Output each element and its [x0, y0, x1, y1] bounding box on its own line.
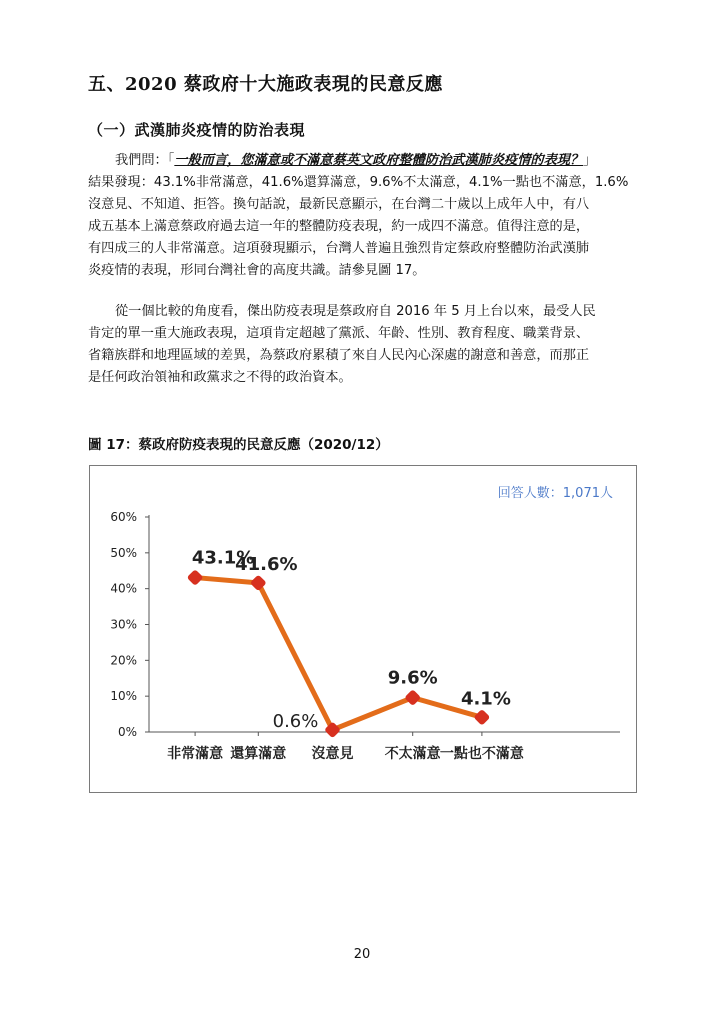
paragraph-line: 炎疫情的表現，形同台灣社會的高度共識。請參見圖 17。: [88, 263, 426, 278]
paragraph-line: 肯定的單一重大施政表現，這項肯定超越了黨派、年齡、性別、教育程度、職業背景、: [88, 326, 590, 341]
x-category-label: 非常滿意: [167, 746, 224, 762]
y-tick-label: 60%: [110, 510, 137, 524]
section-title: 五、2020 蔡政府十大施政表現的民意反應: [88, 74, 443, 95]
question-prefix: 我們問：「: [115, 153, 175, 168]
paragraph-line: 省籍族群和地理區域的差異，為蔡政府累積了來自人民內心深處的謝意和善意，而那正: [88, 348, 590, 363]
x-category-label: 一點也不滿意: [439, 746, 524, 762]
subsection-title: （一）武漢肺炎疫情的防治表現: [88, 121, 306, 139]
x-category-label: 還算滿意: [230, 746, 287, 762]
x-category-label: 沒意見: [311, 746, 354, 762]
paragraph-line: 是任何政治領袖和政黨求之不得的政治資本。: [88, 370, 352, 385]
y-tick-label: 20%: [110, 653, 137, 668]
paragraph-line: 有四成三的人非常滿意。這項發現顯示，台灣人普遍且強烈肯定蔡政府整體防治武漢肺: [88, 241, 590, 256]
y-tick-label: 50%: [110, 545, 137, 560]
data-point-marker: [250, 574, 267, 591]
question-line: [88, 150, 640, 172]
data-label: 4.1%: [460, 688, 511, 710]
y-tick-label: 30%: [110, 617, 137, 632]
y-tick-label: 40%: [110, 581, 137, 596]
chart-frame: [89, 465, 637, 793]
data-point-marker: [473, 709, 490, 726]
x-category-label: 不太滿意: [384, 746, 441, 762]
paragraph-line: 成五基本上滿意蔡政府過去這一年的整體防疫表現，約一成四不滿意。值得注意的是，: [88, 219, 590, 234]
data-label: 43.1%: [191, 547, 255, 569]
data-label: 41.6%: [235, 553, 298, 575]
y-tick-label: 0%: [117, 725, 137, 739]
data-point-marker: [187, 569, 204, 586]
question-suffix: 」: [583, 153, 597, 168]
paragraph-line: 從一個比較的角度看，傑出防疫表現是蔡政府自 2016 年 5 月上台以來，最受人民: [115, 304, 596, 319]
question-text: 一般而言，您滿意或不滿意蔡英文政府整體防治武漢肺炎疫情的表現？: [174, 153, 584, 168]
respondent-count-annotation: 回答人數：1,071人: [497, 486, 613, 501]
series-line: [195, 578, 482, 730]
figure-caption: 圖 17：蔡政府防疫表現的民意反應（2020/12）: [88, 437, 389, 453]
paragraph-line: 沒意見、不知道、拒答。換句話說，最新民意顯示，在台灣二十歲以上成年人中，有八: [88, 197, 590, 212]
paragraph-line: 結果發現：43.1%非常滿意，41.6%還算滿意，9.6%不太滿意，4.1%一點也不滿意，1.6%: [88, 175, 629, 190]
paragraph-results: [88, 150, 640, 282]
data-point-marker: [404, 689, 421, 706]
data-point-marker: [324, 721, 341, 738]
page-number: 20: [353, 947, 371, 962]
y-tick-label: 10%: [110, 689, 137, 704]
data-label: 9.6%: [387, 667, 438, 689]
data-label: 0.6%: [272, 710, 319, 732]
line-chart: [90, 466, 636, 792]
paragraph-comparison: [88, 301, 640, 389]
